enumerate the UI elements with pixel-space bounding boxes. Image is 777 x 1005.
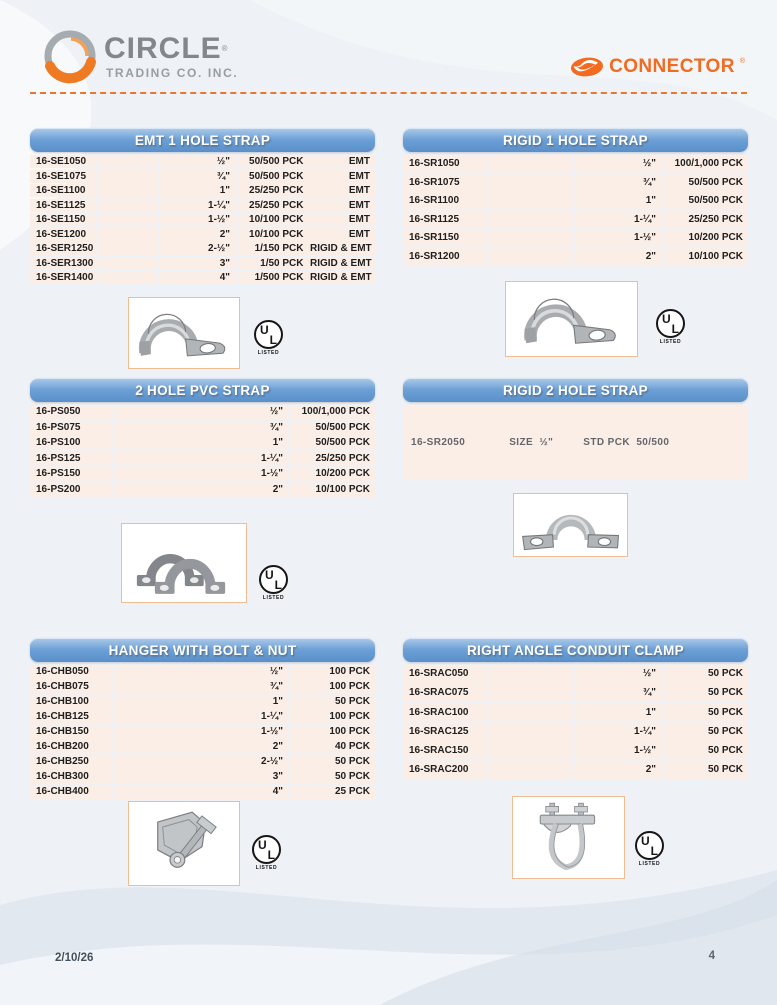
table-row [30,213,375,226]
size-cell: 2" [573,248,661,265]
size-cell: 1-¼" [573,723,661,741]
product-table [30,155,375,284]
spacer-cell [100,199,158,212]
pack-cell: 50 PCK [663,742,749,760]
footer-date: 2/10/26 [55,952,94,964]
pack-cell: 10/100 PCK [663,248,749,265]
sku-cell: 16-SRAC150 [403,742,486,760]
table-row [403,761,748,779]
spacer-cell [115,755,199,769]
size-cell: 2-½" [159,242,235,255]
spacer-cell [100,170,158,183]
size-cell: 1-¼" [573,211,661,228]
pack-cell: 50 PCK [663,704,749,722]
spacer-cell [488,684,572,702]
sku-cell: 16-CHB075 [30,680,113,694]
sku-cell: 16-CHB200 [30,740,113,754]
size-cell: 3" [200,770,288,784]
section-2-hole-pvc-strap [30,378,375,603]
table-row [30,257,375,270]
spacer-cell [488,761,572,779]
sku-cell: 16-SR1075 [403,174,486,191]
partner-brand-name: CONNECTOR [609,56,735,77]
table-row [30,665,375,679]
spacer-cell [115,740,199,754]
pack-cell: 100 PCK [290,665,376,679]
spacer-cell [488,192,572,209]
table-row [30,436,375,450]
spacer-cell [115,467,199,481]
circle-trading-logo-icon [38,26,102,92]
table-row [403,704,748,722]
product-table [30,405,375,497]
size-cell: 1-¼" [200,452,288,466]
pack-cell: 50/500 PCK [237,155,309,168]
size-cell: 1" [573,704,661,722]
table-row [30,680,375,694]
pack-cell: 10/100 PCK [237,228,309,241]
sku-cell: 16-PS200 [30,483,113,497]
pack-cell: 50 PCK [663,665,749,683]
single-item-row [403,405,748,480]
spacer-cell [488,742,572,760]
size-cell: 1-½" [200,725,288,739]
spacer-cell [488,174,572,191]
sku-cell: 16-SR1050 [403,155,486,172]
pack-cell: 100/1,000 PCK [663,155,749,172]
table-row [30,184,375,197]
size-cell: 1-½" [200,467,288,481]
table-row [30,770,375,784]
table-row [30,170,375,183]
size-cell: 2" [159,228,235,241]
pack-cell: 100 PCK [290,710,376,724]
table-row [30,785,375,799]
connector-logo [570,56,745,78]
type-cell: EMT [310,199,375,212]
product-table [403,665,748,779]
section-title: RIGID 1 HOLE STRAP [403,128,748,152]
size-cell: 3" [159,257,235,270]
sku-cell: 16-CHB250 [30,755,113,769]
size-cell: 4" [159,271,235,284]
pack-cell: 40 PCK [290,740,376,754]
table-row [30,755,375,769]
ul-listed-mark: U L LISTED [259,565,288,601]
table-row [30,725,375,739]
product-image-one-hole-strap [128,297,240,369]
section-title: EMT 1 HOLE STRAP [30,128,375,152]
spacer-cell [115,695,199,709]
sku-cell: 16-SE1200 [30,228,98,241]
sku-cell: 16-CHB300 [30,770,113,784]
type-cell: EMT [310,228,375,241]
pack-cell: 10/200 PCK [663,229,749,246]
sku-cell: 16-PS050 [30,405,113,419]
pack-cell: 50 PCK [290,695,376,709]
spacer-cell [100,228,158,241]
table-row [30,740,375,754]
pack-cell: 50 PCK [290,755,376,769]
spacer-cell [115,483,199,497]
size-cell: ¾" [573,174,661,191]
section-rigid-1-hole-strap [403,128,748,357]
table-row [403,155,748,172]
size-cell: 2" [200,483,288,497]
spacer-cell [488,665,572,683]
size-cell: 4" [200,785,288,799]
pack-cell: 25/250 PCK [237,184,309,197]
table-row [403,248,748,265]
spacer-cell [115,436,199,450]
sku-cell: 16-SRAC200 [403,761,486,779]
sku-cell: 16-SR1150 [403,229,486,246]
table-row [403,723,748,741]
pack-cell: 25 PCK [290,785,376,799]
size-cell: ½" [159,155,235,168]
size-cell: 1" [200,695,288,709]
size-cell: ½" [573,155,661,172]
sku-cell: 16-CHB150 [30,725,113,739]
sku-cell: 16-SE1125 [30,199,98,212]
size-cell: 2-½" [200,755,288,769]
table-row [403,192,748,209]
spacer-cell [100,271,158,284]
sku-cell: 16-SRAC050 [403,665,486,683]
pack-cell: 1/500 PCK [237,271,309,284]
type-cell: EMT [310,170,375,183]
ul-listed-mark: U L LISTED [252,835,281,871]
pack-cell: 1/150 PCK [237,242,309,255]
size-cell: 1-½" [573,742,661,760]
size-cell: 1-¼" [159,199,235,212]
spacer-cell [115,452,199,466]
sku-cell: 16-PS150 [30,467,113,481]
footer-page-number: 4 [708,950,715,962]
table-row [30,695,375,709]
product-table [30,665,375,799]
ul-listed-mark: U L LISTED [254,320,283,356]
spacer-cell [115,725,199,739]
orange-dashed-divider [30,92,747,94]
sku-cell: 16-CHB125 [30,710,113,724]
brand-trademark: ® [221,44,229,53]
size-cell: ¾" [200,680,288,694]
table-row [403,229,748,246]
product-image-hanger-with-bolt [128,801,240,886]
pack-cell: 50 PCK [663,723,749,741]
spacer-cell [115,421,199,435]
sku-cell: 16-CHB400 [30,785,113,799]
section-rigid-2-hole-strap [403,378,748,557]
spacer-cell [488,211,572,228]
pack-cell: 10/200 PCK [290,467,376,481]
sku-cell: 16-SR1125 [403,211,486,228]
section-title: RIGID 2 HOLE STRAP [403,378,748,402]
spacer-cell [488,704,572,722]
section-title: RIGHT ANGLE CONDUIT CLAMP [403,638,748,662]
spacer-cell [115,405,199,419]
type-cell: RIGID & EMT [310,257,375,270]
table-row [30,467,375,481]
pack-cell: 100 PCK [290,725,376,739]
type-cell: EMT [310,184,375,197]
sku-text: 16-SR2050 [411,437,466,448]
table-row [30,483,375,497]
table-row [30,271,375,284]
section-right-angle-conduit-clamp [403,638,748,879]
pack-cell: 50/500 PCK [290,421,376,435]
ul-listed-mark: U L LISTED [635,831,664,867]
pack-cell: 50/500 PCK [663,174,749,191]
table-row [30,452,375,466]
pack-cell: 10/100 PCK [290,483,376,497]
spacer-cell [115,785,199,799]
size-cell: ½" [573,665,661,683]
sku-cell: 16-SER1400 [30,271,98,284]
sku-cell: 16-SE1050 [30,155,98,168]
spacer-cell [488,723,572,741]
product-image-one-hole-strap [505,281,638,357]
size-cell: 1" [573,192,661,209]
spacer-cell [100,184,158,197]
product-image-right-angle-clamp [512,796,625,879]
spacer-cell [488,155,572,172]
sku-cell: 16-SER1250 [30,242,98,255]
table-row [30,421,375,435]
table-row [30,405,375,419]
pack-cell: 25/250 PCK [290,452,376,466]
spacer-cell [115,770,199,784]
table-row [403,665,748,683]
spacer-cell [100,213,158,226]
product-image-rigid-two-hole-strap [513,493,628,557]
spacer-cell [488,248,572,265]
table-row [30,242,375,255]
section-title: 2 HOLE PVC STRAP [30,378,375,402]
section-hanger-with-bolt-nut [30,638,375,886]
sku-cell: 16-SE1100 [30,184,98,197]
table-row [30,155,375,168]
pack-text: STD PCK 50/500 [583,437,670,448]
pack-cell: 10/100 PCK [237,213,309,226]
sku-cell: 16-SE1150 [30,213,98,226]
type-cell: EMT [310,155,375,168]
size-cell: 1" [200,436,288,450]
table-row [403,174,748,191]
sku-cell: 16-CHB050 [30,665,113,679]
table-row [30,228,375,241]
section-emt-1-hole-strap [30,128,375,369]
spacer-cell [115,710,199,724]
pack-cell: 25/250 PCK [237,199,309,212]
sku-cell: 16-PS125 [30,452,113,466]
table-row [403,211,748,228]
table-row [403,742,748,760]
product-image-pvc-two-hole-strap [121,523,247,603]
spacer-cell [488,229,572,246]
connector-s-icon [570,56,604,78]
sku-cell: 16-SR1200 [403,248,486,265]
pack-cell: 100 PCK [290,680,376,694]
type-cell: EMT [310,213,375,226]
spacer-cell [100,155,158,168]
spacer-cell [100,257,158,270]
ul-listed-mark: U L LISTED [656,309,685,345]
table-row [30,199,375,212]
pack-cell: 50/500 PCK [237,170,309,183]
sku-cell: 16-SRAC100 [403,704,486,722]
sku-cell: 16-CHB100 [30,695,113,709]
table-row [30,710,375,724]
product-table [403,155,748,265]
sku-cell: 16-SRAC125 [403,723,486,741]
sku-cell: 16-PS075 [30,421,113,435]
size-cell: ½" [200,665,288,679]
sku-cell: 16-SRAC075 [403,684,486,702]
pack-cell: 1/50 PCK [237,257,309,270]
size-cell: ¾" [573,684,661,702]
type-cell: RIGID & EMT [310,271,375,284]
pack-cell: 50 PCK [663,684,749,702]
brand-subtitle: TRADING CO. INC. [106,66,239,80]
size-cell: ¾" [200,421,288,435]
table-row [403,684,748,702]
partner-trademark: ® [739,58,745,65]
size-cell: 1" [159,184,235,197]
spacer-cell [115,680,199,694]
type-cell: RIGID & EMT [310,242,375,255]
pack-cell: 100/1,000 PCK [290,405,376,419]
spacer-cell [100,242,158,255]
pack-cell: 50/500 PCK [290,436,376,450]
sku-cell: 16-PS100 [30,436,113,450]
spacer-cell [115,665,199,679]
sku-cell: 16-SE1075 [30,170,98,183]
size-cell: 1-¼" [200,710,288,724]
sku-cell: 16-SR1100 [403,192,486,209]
pack-cell: 50 PCK [290,770,376,784]
pack-cell: 25/250 PCK [663,211,749,228]
size-cell: 2" [573,761,661,779]
section-title: HANGER WITH BOLT & NUT [30,638,375,662]
size-cell: ¾" [159,170,235,183]
sku-cell: 16-SER1300 [30,257,98,270]
size-cell: ½" [200,405,288,419]
size-text: SIZE ½" [509,437,554,448]
size-cell: 2" [200,740,288,754]
size-cell: 1-½" [159,213,235,226]
brand-name: CIRCLE® [104,32,229,65]
pack-cell: 50/500 PCK [663,192,749,209]
pack-cell: 50 PCK [663,761,749,779]
size-cell: 1-½" [573,229,661,246]
